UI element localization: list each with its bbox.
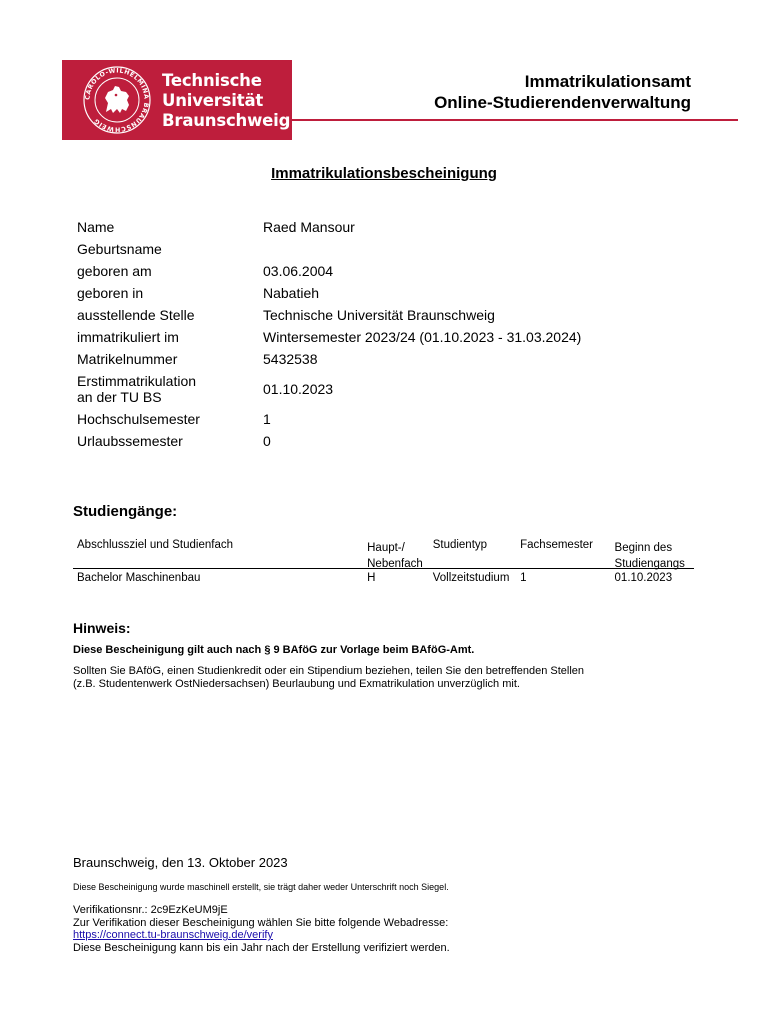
info-row-first-enrollment: [77, 370, 581, 408]
info-label: [77, 373, 263, 405]
column-header-line: Studiengangs: [614, 558, 685, 570]
office-name: Immatrikulationsamt: [524, 72, 691, 91]
info-row-name: [77, 216, 581, 238]
info-label: ausstellende Stelle: [77, 307, 195, 323]
info-row-issuer: [77, 304, 581, 326]
verification-link[interactable]: https://connect.tu-braunschweig.de/verify: [73, 929, 273, 941]
table-cell: Bachelor Maschinenbau: [77, 572, 201, 584]
info-label: immatrikuliert im: [77, 329, 179, 345]
verification-instruction: Zur Verifikation dieser Bescheinigung wählen Sie bitte folgende Webadresse:: [73, 916, 449, 929]
table-cell: H: [367, 572, 376, 584]
note-text: [73, 665, 584, 691]
verification-number: Verifikationsnr.: 2c9EzKeUM9jE: [73, 904, 228, 916]
tu-braunschweig-logo: [62, 60, 292, 140]
info-row-birthplace: [77, 282, 581, 304]
info-row-matriculation-number: [77, 348, 581, 370]
logo-line-1: Technische: [162, 71, 262, 90]
info-label: Matrikelnummer: [77, 351, 178, 367]
column-header-line: Nebenfach: [367, 558, 423, 570]
info-row-birthdate: [77, 260, 581, 282]
service-name: Online-Studierendenverwaltung: [434, 93, 691, 112]
table-header: [73, 536, 694, 569]
logo-line-3: Braunschweig: [162, 111, 291, 130]
column-header: [614, 536, 694, 570]
info-label: Geburtsname: [77, 241, 162, 257]
info-row-leave-semester: [77, 430, 581, 452]
info-row-university-semester: [77, 408, 581, 430]
column-header: Studientyp: [432, 539, 488, 551]
info-label: Hochschulsemester: [77, 411, 200, 427]
verification-validity: Diese Bescheinigung kann bis ein Jahr nach der Erstellung verifiziert werden.: [73, 941, 450, 954]
personal-data: [77, 216, 581, 452]
info-value: Wintersemester 2023/24 (01.10.2023 - 31.03.2024): [263, 329, 582, 345]
table-cell: 01.10.2023: [614, 572, 673, 584]
header-divider: [292, 119, 738, 121]
university-seal-icon: [82, 65, 152, 135]
note-line: Sollten Sie BAföG, einen Studienkredit oder ein Stipendium beziehen, teilen Sie den betreffenden Stellen: [73, 665, 585, 677]
column-header-line: Beginn des: [614, 542, 673, 554]
logo-line-2: Universität: [162, 91, 264, 110]
column-header: [367, 536, 433, 570]
column-header-line: Haupt-/: [367, 542, 405, 554]
table-row: [73, 569, 694, 584]
note-heading: Hinweis:: [73, 620, 131, 636]
column-header: Fachsemester: [520, 539, 593, 551]
note-line: (z.B. Studentenwerk OstNiedersachsen) Beurlaubung und Exmatrikulation unverzüglich mit.: [73, 678, 520, 690]
info-label-line: Erstimmatrikulation: [77, 373, 197, 389]
info-value: 0: [263, 433, 271, 449]
table-cell: Vollzeitstudium: [432, 572, 510, 584]
study-programs-table: [73, 536, 694, 584]
info-label: geboren in: [77, 285, 144, 301]
info-value: Technische Universität Braunschweig: [263, 307, 495, 323]
table-cell: 1: [520, 572, 527, 584]
info-value: 5432538: [263, 351, 318, 367]
machine-generated-note: Diese Bescheinigung wurde maschinell erstellt, sie trägt daher weder Unterschrift noch Siegel.: [73, 882, 449, 892]
svg-text:CAROLO-WILHELMINA BRAUNSCHWEIG: CAROLO-WILHELMINA BRAUNSCHWEIG: [84, 67, 150, 133]
info-value: Nabatieh: [263, 285, 320, 301]
info-value: 01.10.2023: [263, 381, 334, 397]
info-row-birthname: [77, 238, 581, 260]
place-and-date: Braunschweig, den 13. Oktober 2023: [73, 855, 288, 870]
logo-wordmark: [162, 71, 290, 131]
bafoeg-note: Diese Bescheinigung gilt auch nach § 9 BAföG zur Vorlage beim BAföG-Amt.: [73, 644, 475, 656]
info-label: Urlaubssemester: [77, 433, 183, 449]
info-value: 1: [263, 411, 271, 427]
info-label: geboren am: [77, 263, 152, 279]
info-row-enrolled-term: [77, 326, 581, 348]
study-programs-heading: Studiengänge:: [73, 503, 178, 520]
info-label: Name: [77, 219, 115, 235]
document-title: Immatrikulationsbescheinigung: [271, 165, 497, 182]
header-title: [434, 71, 691, 113]
info-value: 03.06.2004: [263, 263, 334, 279]
column-header: Abschlussziel und Studienfach: [77, 539, 233, 551]
info-value: Raed Mansour: [263, 219, 355, 235]
info-label-line: an der TU BS: [77, 389, 162, 405]
verification-block: [73, 904, 450, 954]
